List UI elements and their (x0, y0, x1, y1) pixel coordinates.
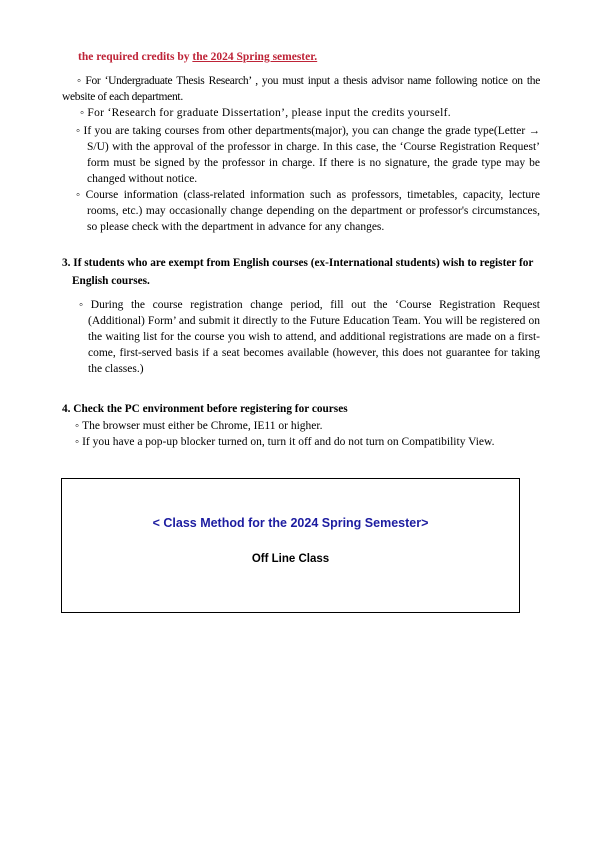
section4-bullet-popup-blocker (75, 434, 540, 450)
class-method-box (61, 478, 520, 613)
bullet-marker: ◦ (75, 436, 80, 448)
section4-heading: 4. Check the PC environment before registering for courses (62, 403, 348, 415)
note-bullet-grade-type (76, 123, 540, 187)
note-bullet-graduate-dissertation (80, 105, 540, 121)
section3-bullet-registration-request (79, 297, 540, 377)
bullet-marker: ◦ (80, 107, 85, 119)
section4-bullet-browser (75, 418, 540, 434)
class-method-box-title: < Class Method for the 2024 Spring Semester> (152, 516, 429, 530)
bullet-marker: ◦ (77, 75, 83, 87)
class-method-box-subtitle: Off Line Class (251, 553, 330, 565)
note-bullet-thesis-research (62, 73, 540, 105)
bullet-marker: ◦ (75, 420, 80, 432)
bullet-marker: ◦ (79, 299, 88, 311)
bullet-text: During the course registration change period, fill out the ‘Course Registration Request (Additional) Form’ and submit it directly to the Future Education Team. You will be registered on the waiting list for the course you wish to attend, and additional registrations are made on a first-come, first-served basis if a seat becomes available (however, this does not guarantee for taking the classes.) (88, 299, 540, 375)
bullet-text: The browser must either be Chrome, IE11 or higher. (82, 420, 323, 432)
bullet-text: Course information (class-related information such as professors, timetables, capacity, lecture rooms, etc.) may occasionally change depending on the department or professor's circumstances, so please check with the department in advance for any changes. (85, 189, 540, 233)
bullet-marker: ◦ (76, 125, 81, 137)
bullet-text: For ‘Undergraduate Thesis Research’ , you must input a thesis advisor name following notice on the website of each department. (62, 75, 541, 103)
bullet-marker: ◦ (76, 189, 83, 201)
bullet-text: For ‘Research for graduate Dissertation’, please input the credits yourself. (87, 107, 451, 119)
intro-line-prefix: the required credits by (78, 51, 193, 63)
intro-line-underlined: the 2024 Spring semester. (192, 51, 318, 63)
bullet-text: If you have a pop-up blocker turned on, turn it off and do not turn on Compatibility View. (82, 436, 495, 448)
note-bullet-course-information (76, 187, 540, 235)
section3-heading: 3. If students who are exempt from English courses (ex-International students) wish to register for English courses. (62, 257, 534, 287)
bullet-text: If you are taking courses from other departments(major), you can change the grade type(Letter → S/U) with the approval of the professor in charge. In this case, the ‘Course Registration Request’ form must be signed by the professor in charge. If there is no signature, the grade type may be changed without notice. (83, 125, 540, 185)
intro-line (78, 49, 540, 65)
